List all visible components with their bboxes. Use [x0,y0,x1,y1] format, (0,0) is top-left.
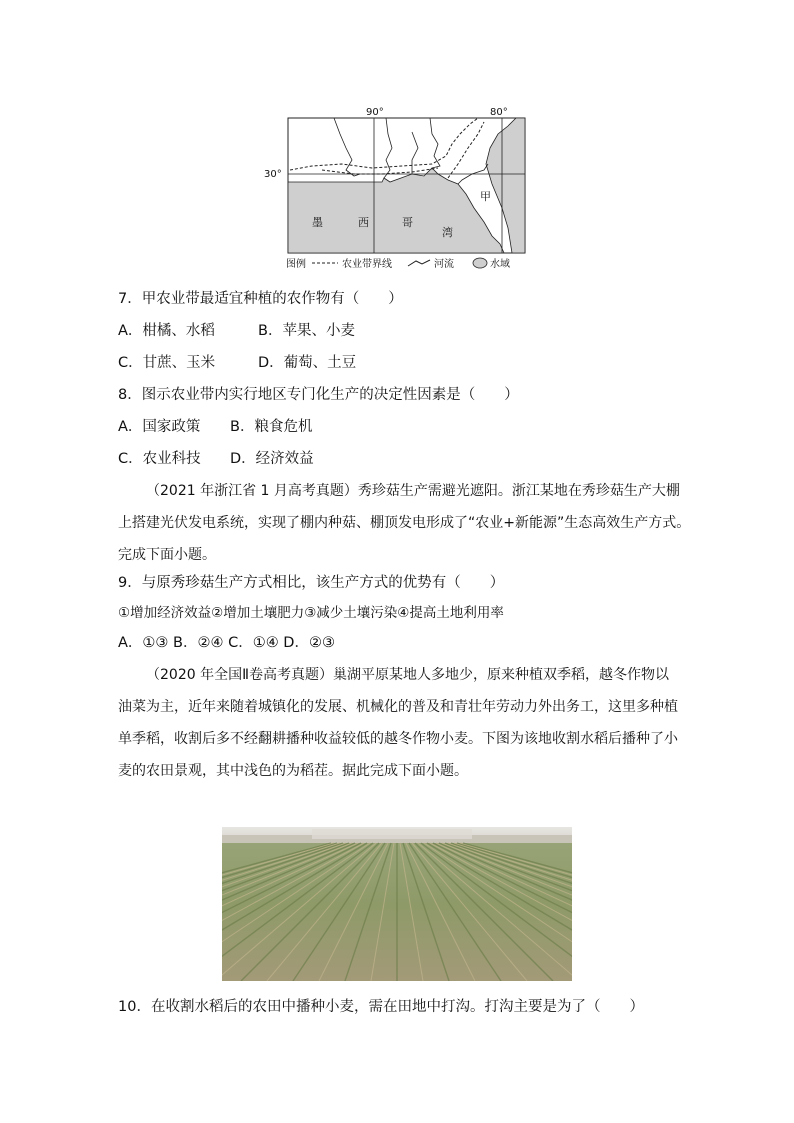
q8-option-a: A．国家政策 [118,419,201,435]
q8-option-c: C．农业科技 [118,451,201,467]
q8-option-d: D．经济效益 [230,451,314,467]
q7-stem: 7．甲农业带最适宜种植的农作物有（ ） [118,291,403,307]
gulf-label-2: 西 [358,216,369,229]
legend-boundary-label: 农业带界线 [342,259,392,270]
lon-label-80: 80° [490,107,508,118]
passage1-line-1: （2021 年浙江省 1 月高考真题）秀珍菇生产需避光遮阳。浙江某地在秀珍菇生产大棚 [146,483,680,499]
passage2-line-4: 麦的农田景观，其中浅色的为稻茬。据此完成下面小题。 [118,763,468,779]
legend-river-label: 河流 [434,259,454,270]
passage2-line-1: （2020 年全国Ⅱ卷高考真题）巢湖平原某地人多地少，原来种植双季稻，越冬作物以 [146,667,669,683]
legend-title: 图例 [286,259,306,270]
legend-river-swatch [408,260,430,266]
passage1-line-2: 上搭建光伏发电系统，实现了棚内种菇、棚顶发电形成了“农业+新能源”生态高效生产方式。 [118,515,691,531]
passage2-line-3: 单季稻，收割后多不经翻耕播种收益较低的越冬作物小麦。下图为该地收割水稻后播种了小 [118,731,678,747]
passage2-line-2: 油菜为主，近年来随着城镇化的发展、机械化的普及和青壮年劳动力外出务工，这里多种植 [118,699,678,715]
lat-label-30: 30° [264,169,282,180]
q9-stem: 9．与原秀珍菇生产方式相比，该生产方式的优势有（ ） [118,575,505,591]
q9-items: ①增加经济效益②增加土壤肥力③减少土壤污染④提高土地利用率 [118,605,504,621]
lon-label-90: 90° [366,107,384,118]
q7-option-a: A．柑橘、水稻 [118,323,215,339]
q9-options: A．①③ B．②④ C．①④ D．②③ [118,635,335,651]
gulf-label-3: 哥 [402,216,413,229]
q7-option-c: C．甘蔗、玉米 [118,355,216,371]
region-label-jia: 甲 [480,190,491,203]
q10-stem: 10．在收割水稻后的农田中播种小麦，需在田地中打沟。打沟主要是为了（ ） [118,999,644,1015]
q7-option-d: D．葡萄、土豆 [258,355,357,371]
q8-stem: 8．图示农业带内实行地区专门化生产的决定性因素是（ ） [118,387,519,403]
legend-water-label: 水域 [490,259,510,270]
q8-option-b: B．粮食危机 [230,419,313,435]
passage1-line-3: 完成下面小题。 [118,547,216,563]
gulf-label-4: 湾 [442,226,453,239]
gulf-of-mexico-map [262,104,532,274]
wheat-field-photo [222,827,572,981]
gulf-label-1: 墨 [312,216,323,229]
q7-option-b: B．苹果、小麦 [258,323,355,339]
legend-water-swatch [473,258,487,268]
